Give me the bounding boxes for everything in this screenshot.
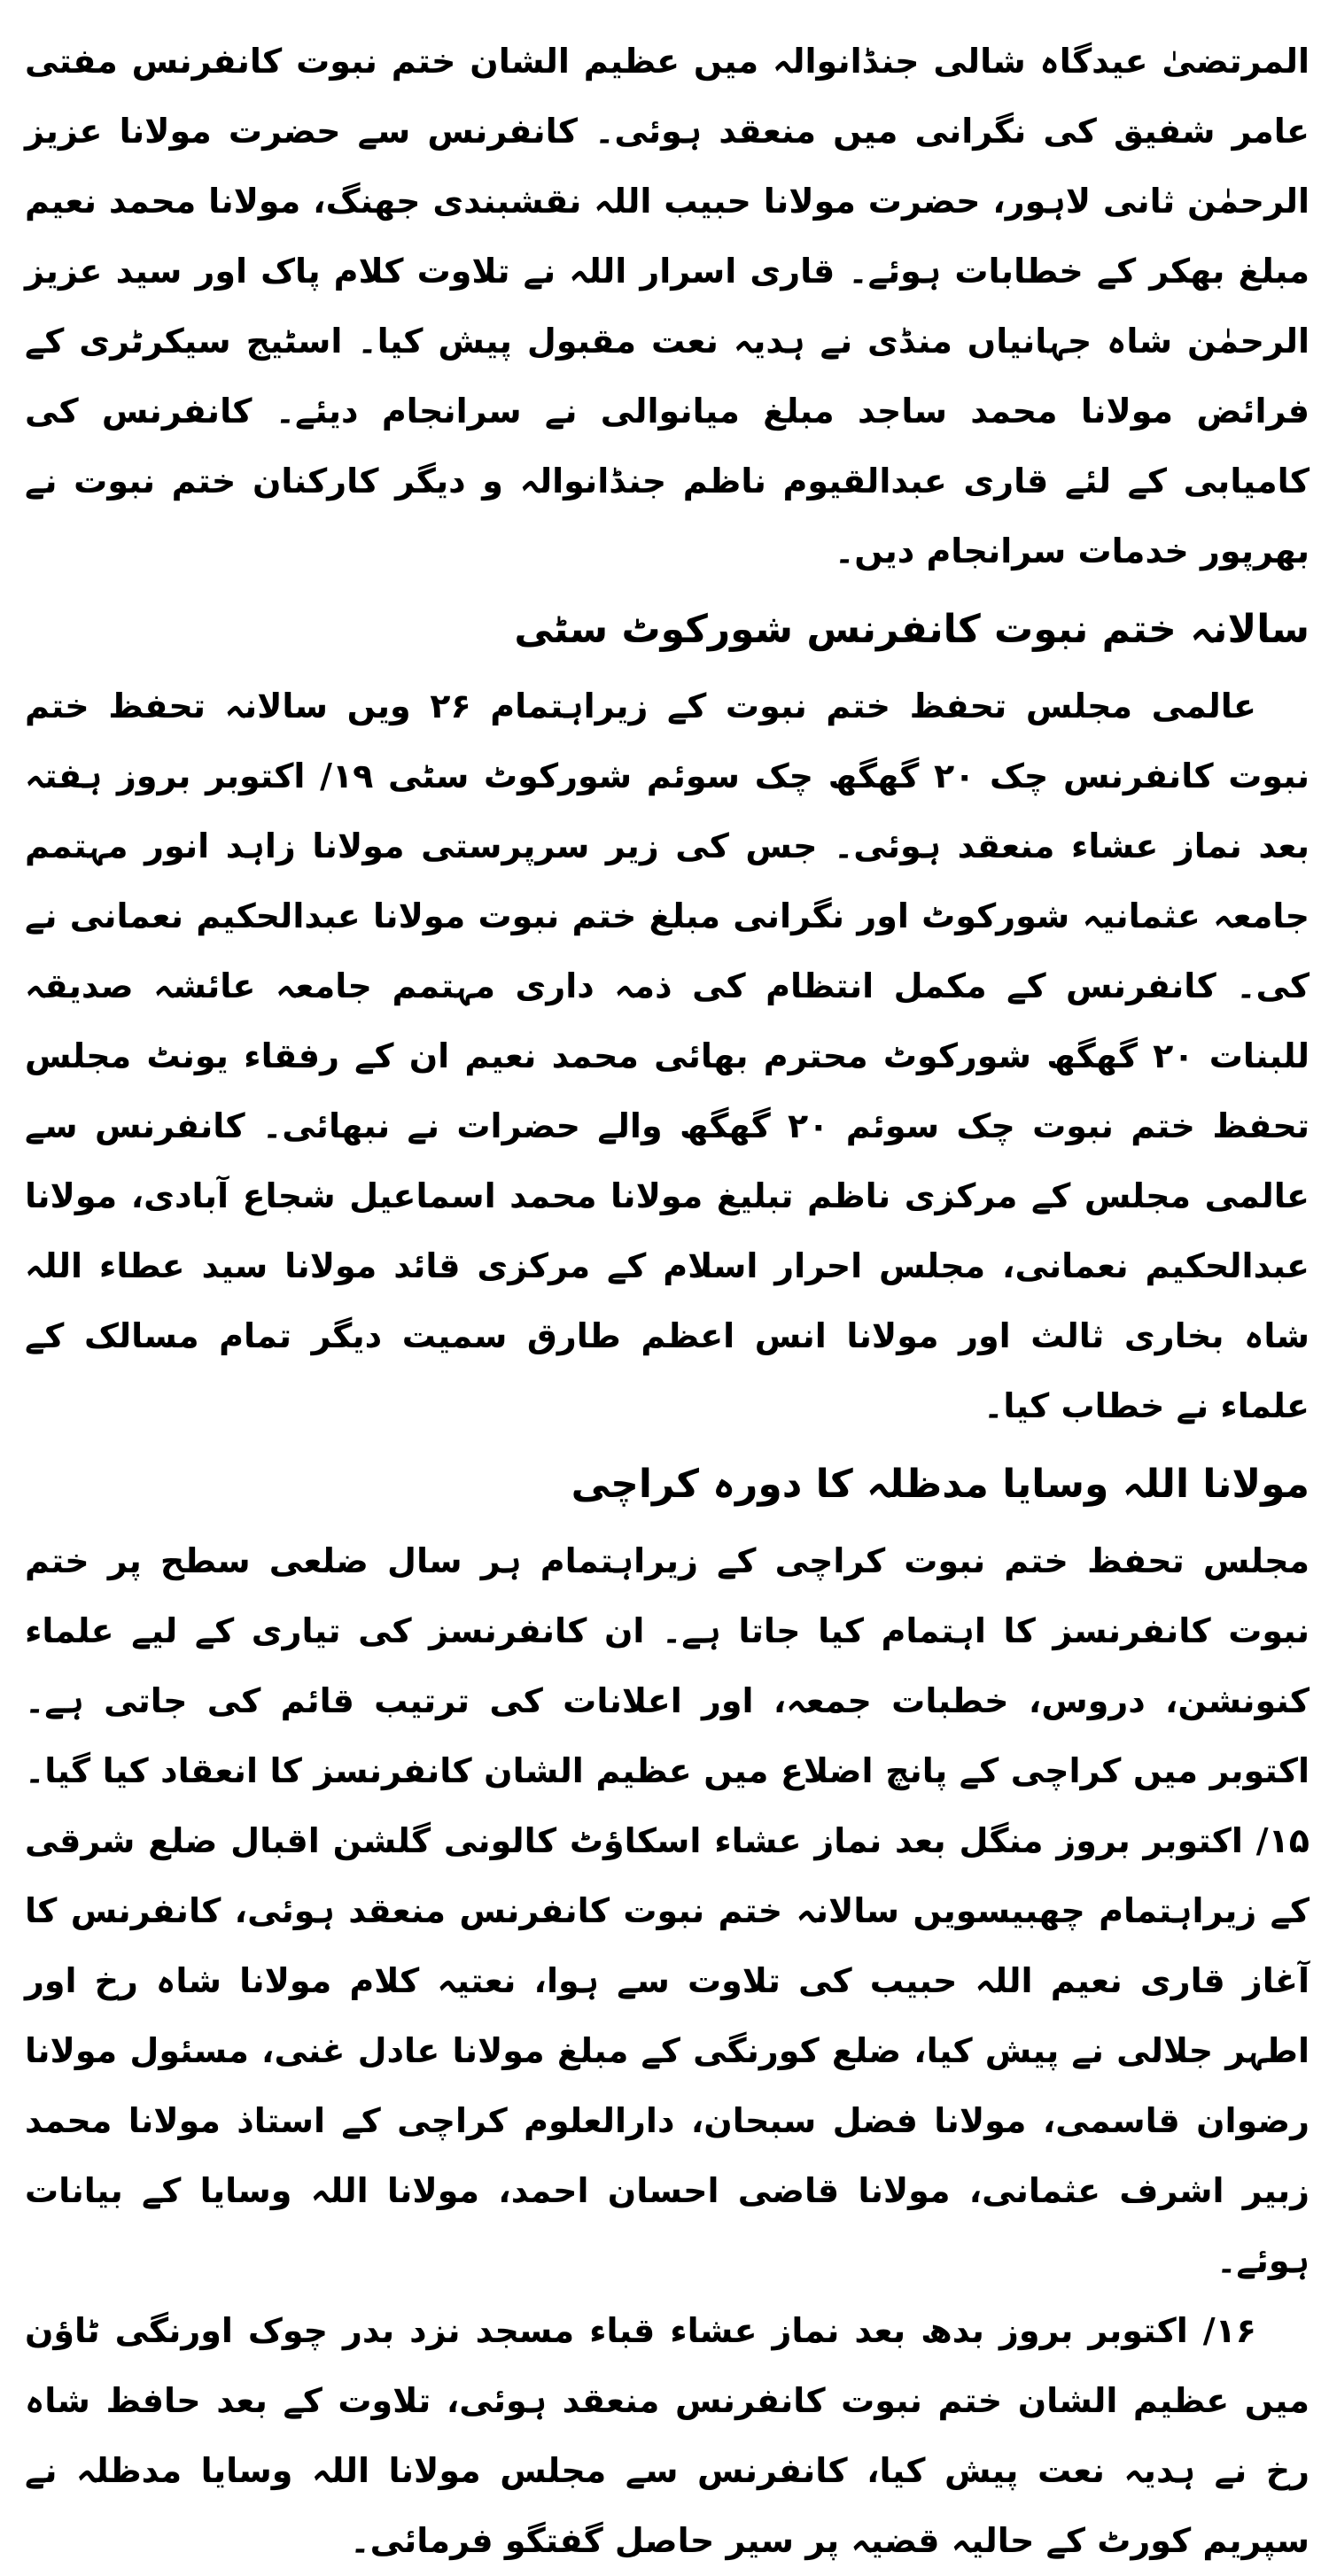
document-page xyxy=(25,27,1310,2560)
paragraph-karachi-conferences: مجلس تحفظ ختم نبوت کراچی کے زیراہتمام ہر سال ضلعی سطح پر ختم نبوت کانفرنسز کا اہتمام کیا جاتا ہے۔ ان کانفرنسز کی تیاری کے لیے علماء کنونشن، دروس، خطبات جمعہ، اور اعلانات کی ترتیب قائم کی جاتی ہے۔ اکتوبر میں کراچی کے پانچ اضلاع میں عظیم الشان کانفرنسز کا انعقاد کیا گیا۔ ۱۵/ اکتوبر بروز منگل بعد نماز عشاء اسکاؤٹ کالونی گلشن اقبال ضلع شرقی کے زیراہتمام چھبیسویں سالانہ ختم نبوت کانفرنس منعقد ہوئی، کانفرنس کا آغاز قاری نعیم اللہ حبیب کی تلاوت سے ہوا، نعتیہ کلام مولانا شاہ رخ اور اطہر جلالی نے پیش کیا، ضلع کورنگی کے مبلغ مولانا عادل غنی، مسئول مولانا رضوان قاسمی، مولانا فضل سبحان، دارالعلوم کراچی کے استاذ مولانا محمد زبیر اشرف عثمانی، مولانا قاضی احسان احمد، مولانا اللہ وسایا کے بیانات ہوئے۔ xyxy=(25,1541,1310,2280)
paragraph-orangi-town-conference: ۱۶/ اکتوبر بروز بدھ بعد نماز عشاء قباء مسجد نزد بدر چوک اورنگی ٹاؤن میں عظیم الشان ختم نبوت کانفرنس منعقد ہوئی، تلاوت کے بعد حافظ شاہ رخ نے ہدیہ نعت پیش کیا، کانفرنس سے مجلس مولانا اللہ وسایا مدظلہ نے سپریم کورٹ کے حالیہ قضیہ پر سیر حاصل گفتگو فرمائی۔ xyxy=(25,2311,1310,2560)
heading-shorkot-conference: سالانہ ختم نبوت کانفرنس شورکوٹ سٹی xyxy=(514,607,1310,652)
paragraph-shorkot-conference: عالمی مجلس تحفظ ختم نبوت کے زیراہتمام ۲۶ ویں سالانہ تحفظ ختم نبوت کانفرنس چک ۲۰ گھگھ چک سوئم شورکوٹ سٹی ۱۹/ اکتوبر بروز ہفتہ بعد نماز عشاء منعقد ہوئی۔ جس کی زیر سرپرستی مولانا زاہد انور مہتمم جامعہ عثمانیہ شورکوٹ اور نگرانی مبلغ ختم نبوت مولانا عبدالحکیم نعمانی نے کی۔ کانفرنس کے مکمل انتظام کی ذمہ داری مہتمم جامعہ عائشہ صدیقہ للبنات ۲۰ گھگھ شورکوٹ محترم بھائی محمد نعیم ان کے رفقاء یونٹ مجلس تحفظ ختم نبوت چک سوئم ۲۰ گھگھ والے حضرات نے نبھائی۔ کانفرنس سے عالمی مجلس کے مرکزی ناظم تبلیغ مولانا محمد اسماعیل شجاع آبادی، مولانا عبدالحکیم نعمانی، مجلس احرار اسلام کے مرکزی قائد مولانا سید عطاء اللہ شاہ بخاری ثالث اور مولانا انس اعظم طارق سمیت دیگر تمام مسالک کے علماء نے خطاب کیا۔ xyxy=(25,687,1310,1425)
heading-karachi-tour: مولانا اللہ وسایا مدظلہ کا دورہ کراچی xyxy=(571,1462,1310,1507)
paragraph-jandanwala-conference: المرتضیٰ عیدگاہ شالی جنڈانوالہ میں عظیم الشان ختم نبوت کانفرنس مفتی عامر شفیق کی نگرانی میں منعقد ہوئی۔ کانفرنس سے حضرت مولانا عزیز الرحمٰن ثانی لاہور، حضرت مولانا حبیب اللہ نقشبندی جھنگ، مولانا محمد نعیم مبلغ بھکر کے خطابات ہوئے۔ قاری اسرار اللہ نے تلاوت کلام پاک اور سید عزیز الرحمٰن شاہ جہانیاں منڈی نے ہدیہ نعت مقبول پیش کیا۔ اسٹیج سیکرٹری کے فرائض مولانا محمد ساجد مبلغ میانوالی نے سرانجام دیئے۔ کانفرنس کی کامیابی کے لئے قاری عبدالقیوم ناظم جنڈانوالہ و دیگر کارکنان ختم نبوت نے بھرپور خدمات سرانجام دیں۔ xyxy=(25,42,1310,570)
